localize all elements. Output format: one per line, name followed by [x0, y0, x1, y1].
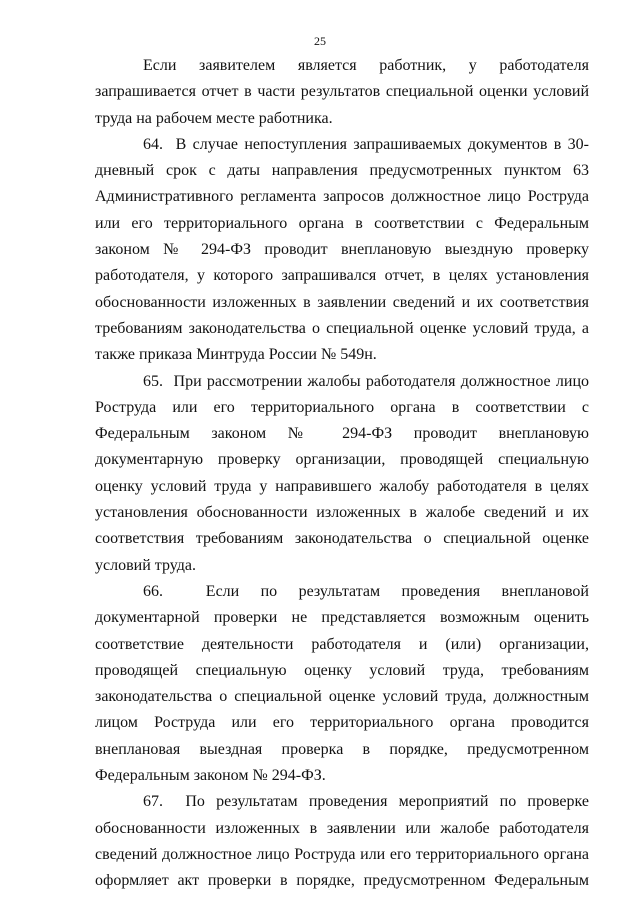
- paragraph-64: 64. В случае непоступления запрашиваемых документов в 30-дневный срок с даты направления предусмотренных пунктом 63 Административного регламента запросов должностное лицо Роструда или его территориального органа в соответствии с Федеральным законом № 294-ФЗ проводит внеплановую выездную проверку работодателя, у которого запрашивался отчет, в целях установления обоснованности изложенных в заявлении сведений и их соответствия требованиям законодательства о специальной оценке условий труда, а также приказа Минтруда России № 549н.: [95, 135, 589, 364]
- paragraph-67: 67. По результатам проведения мероприятий по проверке обоснованности изложенных в заявлении или жалобе работодателя сведений должностное лицо Роструда или его территориального органа оформляет акт проверки в порядке, предусмотренном Федеральным: [95, 793, 589, 890]
- paragraph-intro: Если заявителем является работник, у работодателя запрашивается отчет в части результатов специальной оценки условий труда на рабочем месте работника.: [95, 57, 589, 127]
- document-body: [95, 53, 589, 895]
- paragraph-65: 65. При рассмотрении жалобы работодателя должностное лицо Роструда или его территориального органа в соответствии с Федеральным законом № 294-ФЗ проводит внеплановую документарную проверку организации, проводящей специальную оценку условий труда у направившего жалобу работодателя в целях установления обоснованности изложенных в жалобе сведений и их соответствия требованиям законодательства о специальной оценке условий труда.: [95, 372, 589, 574]
- paragraph-66: 66. Если по результатам проведения внеплановой документарной проверки не представляется возможным оценить соответствие деятельности работодателя и (или) организации, проводящей специальную оценку условий труда, требованиям законодательства о специальной оценке условий труда, должностным лицом Роструда или его территориального органа проводится внеплановая выездная проверка в порядке, предусмотренном Федеральным законом № 294-ФЗ.: [95, 582, 589, 785]
- page-number: 25: [314, 34, 326, 48]
